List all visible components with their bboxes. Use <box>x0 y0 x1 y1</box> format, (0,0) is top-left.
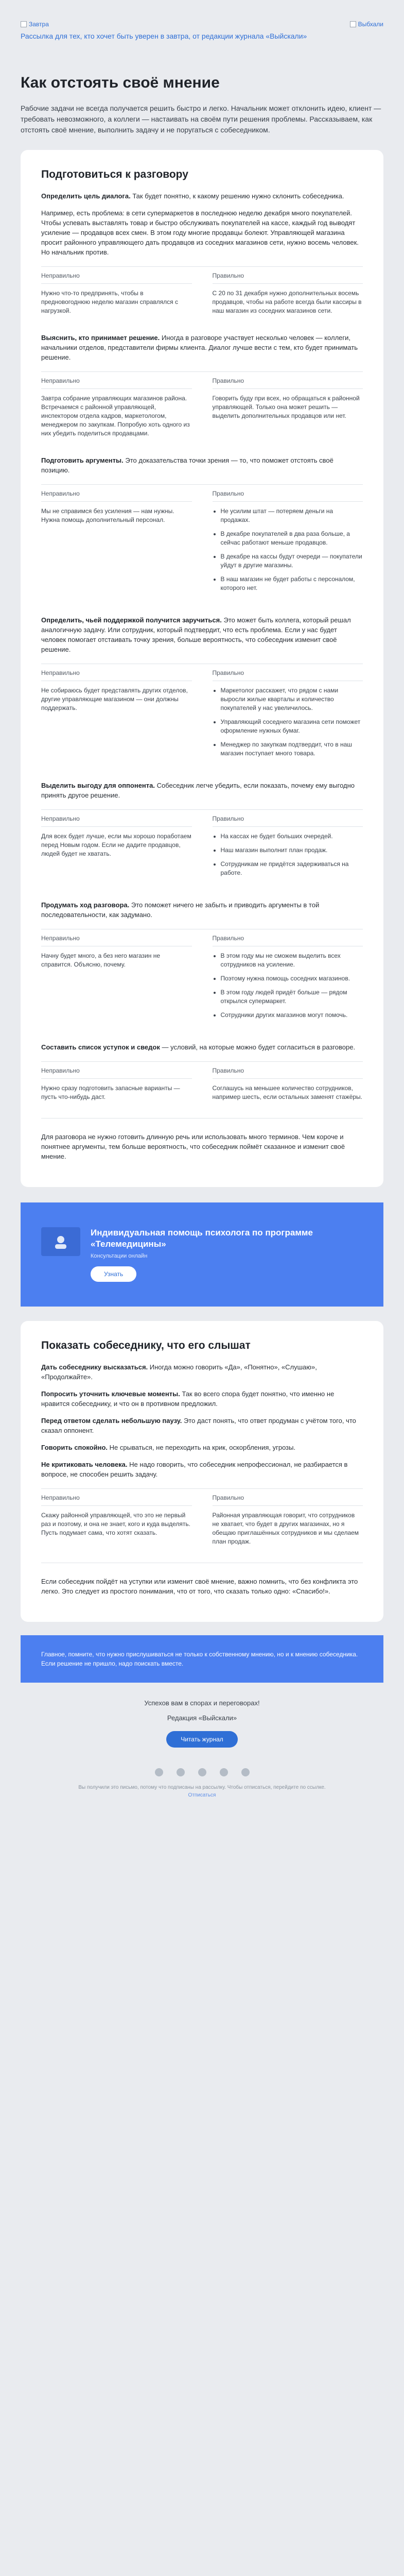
block-text: — условий, на которые можно будет согласиться в разговоре. <box>162 1043 356 1051</box>
right-example <box>213 946 363 1029</box>
right-header: Правильно <box>213 267 363 284</box>
rule-item <box>41 1362 363 1382</box>
right-header: Правильно <box>213 664 363 681</box>
right-example: С 20 по 31 декабря нужно дополнительных восемь продавцов, чтобы на работе всегда были кассиры в наш магазин из соседних магазинов сети. <box>212 290 362 314</box>
broken-image-icon <box>350 21 356 27</box>
wrong-example: Не собираюсь будет представлять других отделов, другие управляющие магазином — они должны поддержать. <box>41 687 188 711</box>
section-title: Подготовиться к разговору <box>41 168 188 180</box>
wrong-header: Неправильно <box>41 810 192 827</box>
social-ok-icon[interactable] <box>198 1768 206 1776</box>
list-item: • Управляющий соседнего магазина сети поможет оформление нужных бумаг. <box>221 718 363 735</box>
block-lead: Продумать ход разговора. <box>41 901 130 909</box>
block-arguments <box>41 455 363 602</box>
promo-subtitle: Консультации онлайн <box>91 1253 148 1259</box>
block-lead: Выяснить, кто принимает решение. <box>41 334 160 342</box>
block-support <box>41 615 363 767</box>
rule-item <box>41 1416 363 1435</box>
social-telegram-icon[interactable] <box>177 1768 185 1776</box>
block-lead: Составить список уступок и сведок <box>41 1043 160 1051</box>
wrong-header: Неправильно <box>41 1062 192 1079</box>
right-example: Районная управляющая говорит, что сотрудников не хватает, что будет в других магазинах, но я обещаю приглашённых сотрудников и мы сделаем план продаж. <box>212 1512 359 1545</box>
block-example: Например, есть проблема: в сети супермаркетов в последнюю неделю декабря много покупателей. Чтобы успевать выставлять товар и быстро обслуживать покупателей на кассе, каждый год выводят усиление — продавцов всех смен. В этом году многие продавцы болеют. Управляющей магазина просит районного управляющего дать продавцов из соседних магазинов сети, нужно восемь человек. Но начальник против. <box>41 209 359 256</box>
promo-banner[interactable] <box>21 1202 383 1307</box>
page-title: Как отстоять своё мнение <box>21 74 220 91</box>
block-concessions <box>41 1042 363 1106</box>
social-links <box>21 1768 383 1776</box>
footer-text: Вы получили это письмо, потому что подписаны на рассылку. Чтобы отписаться, перейдите по ссылке. <box>78 1785 326 1790</box>
block-text: Это может быть коллега, который решал аналогичную задачу. Или сотрудник, который подтвердит, что есть проблема. Если у нас будет человек помогает отстаивать точку зрения, больше вероятность, что собеседник изменит своё решение. <box>41 616 351 653</box>
wrong-header: Неправильно <box>41 664 192 681</box>
list-item: • На кассах не будет больших очередей. <box>221 832 363 841</box>
rule-text: Так во всего спора будет понятно, что именно не нравится собеседнику, и что он в противном предложил. <box>41 1390 335 1408</box>
wrong-header: Неправильно <box>41 372 192 389</box>
list-item: • Сотрудникам не придётся задерживаться на работе. <box>221 860 363 877</box>
list-item: • Сотрудники других магазинов могут помочь. <box>221 1011 363 1020</box>
rule-item <box>41 1443 363 1452</box>
wrong-example: Для всех будет лучше, если мы хорошо поработаем перед Новым годом. Если не дадите продавцов, людей будет не хватать. <box>41 833 191 857</box>
rule-lead: Перед ответом сделать небольшую паузу. <box>41 1417 182 1425</box>
wrong-example: Завтра собрание управляющих магазинов района. Встречаемся с районной управляющей, инспектором отдела кадров, маркетологом, менеджером по закупкам. Попробую хоть одного из них убедить поделиться продавцами. <box>41 395 190 437</box>
rule-text: Не срываться, не переходить на крик, оскорбления, угрозы. <box>109 1444 296 1451</box>
wrong-header: Неправильно <box>41 485 192 502</box>
closing-line: Успехов вам в спорах и переговорах! <box>144 1699 260 1707</box>
logo-left-alt: Завтра <box>29 21 49 28</box>
right-header: Правильно <box>213 929 363 946</box>
list-item: • Поэтому нужна помощь соседних магазинов. <box>221 974 363 983</box>
list-item: • В декабре покупателей в два раза больше, а сейчас работают меньше продавцов. <box>221 530 363 547</box>
section-outro: Если собеседник пойдёт на уступки или изменит своё мнение, важно помнить, что без конфликта это легко. Это следует из простого понимания, что от того, что сказать только одно: «Спасибо!». <box>41 1578 358 1595</box>
rule-text: Это даст понять, что ответ продуман с учётом того, что сказал оппонент. <box>41 1417 356 1434</box>
rule-text: Не надо говорить, что собеседник непрофессионал, не разбирается в вопросе, не способен решить задачу. <box>41 1461 348 1478</box>
right-example <box>213 502 363 602</box>
block-lead: Подготовить аргументы. <box>41 456 124 464</box>
right-header: Правильно <box>213 485 363 502</box>
newsletter-subtitle[interactable]: Рассылка для тех, кто хочет быть уверен в завтра, от редакции журнала «Выйскали» <box>21 32 307 40</box>
promo-button[interactable]: Узнать <box>91 1266 136 1282</box>
social-youtube-icon[interactable] <box>220 1768 228 1776</box>
section-listen <box>21 1321 383 1622</box>
rule-text: Иногда можно говорить «Да», «Понятно», «Слушаю», «Продолжайте». <box>41 1363 317 1381</box>
logo-right-alt: Выбхали <box>358 21 383 28</box>
list-item: • Наш магазин выполнит план продаж. <box>221 846 363 855</box>
block-benefit <box>41 781 363 887</box>
block-text: Это доказательства точки зрения — то, что поможет отстоять своё позицию. <box>41 456 333 474</box>
signature: Редакция «Выйскали» <box>167 1714 237 1722</box>
list-item: • Маркетолог расскажет, что рядом с нами выросли жилые кварталы и количество покупателей у нас увеличилось. <box>221 686 363 713</box>
promo-image-icon <box>41 1227 80 1256</box>
block-lead: Определить, чьей поддержкой получится заручиться. <box>41 616 222 624</box>
list-item: • Менеджер по закупкам подтвердит, что в наш магазин поступает много товара. <box>221 740 363 758</box>
block-lead: Выделить выгоду для оппонента. <box>41 782 155 789</box>
section-outro: Для разговора не нужно готовить длинную речь или использовать много терминов. Чем короче и понятнее аргументы, тем больше вероятность, что собеседник поймёт сказанное и изменит своё мнение. <box>41 1133 345 1160</box>
promo-title: Индивидуальная помощь психолога по программе «Телемедицины» <box>91 1228 313 1249</box>
rule-item <box>41 1460 363 1479</box>
list-item: • В декабре на кассы будут очереди — покупатели уйдут в другие магазины. <box>221 552 363 570</box>
list-item: • В этом году мы не сможем выделить всех сотрудников на усиление. <box>221 952 363 969</box>
right-header: Правильно <box>213 810 363 827</box>
wrong-example: Скажу районной управляющей, что это не первый раз и поэтому, и она не знает, кого и куда выделять. Пусть подумает сама, что хотят сказать. <box>41 1512 190 1536</box>
wrong-example: Нужно сразу подготовить запасные варианты — пусть что-нибудь даст. <box>41 1084 180 1100</box>
right-example: Соглашусь на меньшее количество сотрудников, например шесть, если остальных заменят стажёры. <box>212 1084 363 1100</box>
right-header: Правильно <box>213 372 363 389</box>
block-decision-maker <box>41 333 363 442</box>
right-header: Правильно <box>213 1062 363 1079</box>
list-item: • В наш магазин не будет работы с персоналом, которого нет. <box>221 575 363 592</box>
rule-lead: Не критиковать человека. <box>41 1461 128 1468</box>
read-magazine-button[interactable]: Читать журнал <box>166 1731 238 1748</box>
wrong-example: Мы не справимся без усиления — нам нужны. Нужна помощь дополнительный персонал. <box>41 507 174 523</box>
wrong-header: Неправильно <box>41 929 192 946</box>
social-vk-icon[interactable] <box>155 1768 163 1776</box>
block-lead: Определить цель диалога. <box>41 192 131 200</box>
list-item: • Не усилим штат — потеряем деньги на продажах. <box>221 507 363 524</box>
block-text: Это поможет ничего не забыть и приводить аргументы в той последовательности, как задумано. <box>41 901 320 919</box>
logo-left[interactable] <box>21 21 49 28</box>
note-banner: Главное, помните, что нужно прислушиваться не только к собственному мнению, но и к мнению собеседника. Если решение не пришло, надо поискать вместе. <box>21 1635 383 1683</box>
wrong-example: Нужно что-то предпринять, чтобы в предновогоднюю неделю магазин справлялся с нагрузкой. <box>41 290 178 314</box>
block-goal <box>41 191 363 319</box>
block-text: Так будет понятно, к какому решению нужно склонить собеседника. <box>132 192 344 200</box>
rule-lead: Дать собеседнику высказаться. <box>41 1363 148 1371</box>
rule-lead: Попросить уточнить ключевые моменты. <box>41 1390 180 1398</box>
rule-item <box>41 1389 363 1409</box>
right-header: Правильно <box>213 1489 363 1506</box>
block-plan <box>41 900 363 1029</box>
intro-text: Рабочие задачи не всегда получается решить быстро и легко. Начальник может отклонить идею, клиент — требовать невозможного, а коллеги — настаивать на своём пути решения проблемы. Рассказываем, как отстоять своё мнение, выполнить задачу и не поругаться с собеседником. <box>21 104 381 134</box>
wrong-example: Начну будет много, а без него магазин не справится. Объясню, почему. <box>41 952 161 968</box>
rule-lead: Говорить спокойно. <box>41 1444 108 1451</box>
wrong-header: Неправильно <box>41 267 192 284</box>
right-example: Говорить буду при всех, но обращаться к районной управляющей. Только она может решить — выделить дополнительных продавцов или нет. <box>212 395 360 419</box>
right-example <box>213 681 363 767</box>
block-text: Собеседник легче убедить, если показать, почему ему выгодно принять другое решение. <box>41 782 355 799</box>
unsubscribe-link[interactable]: Отписаться <box>188 1792 216 1798</box>
section-title: Показать собеседнику, что его слышат <box>41 1340 251 1351</box>
block-text: Иногда в разговоре участвует несколько человек — коллеги, начальники отделов, представители фирмы клиента. Диалог лучше вести с тем, кто будет принимать решение. <box>41 334 358 361</box>
list-item: • В этом году людей придёт больше — рядом открылся супермаркет. <box>221 988 363 1006</box>
logo-right[interactable] <box>350 21 383 28</box>
wrong-header: Неправильно <box>41 1489 192 1506</box>
right-example <box>213 827 363 887</box>
broken-image-icon <box>21 21 27 27</box>
social-zen-icon[interactable] <box>241 1768 250 1776</box>
section-prepare <box>21 150 383 1187</box>
